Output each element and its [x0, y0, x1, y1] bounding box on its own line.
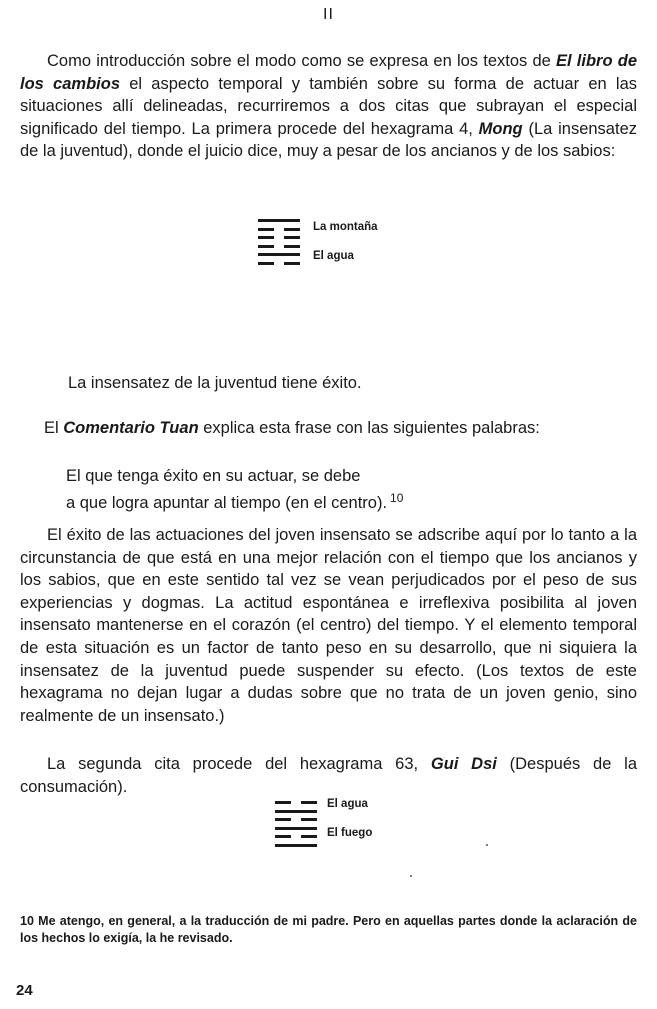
tuan-intro-start: El: [44, 419, 64, 437]
hexagram-4-symbol: [258, 219, 300, 269]
yin-line-segment: [275, 835, 291, 838]
quote-line-2-text: a que logra apuntar al tiempo (en el centro).: [66, 494, 388, 512]
tuan-intro: [44, 417, 540, 439]
hexagram-name-gui-dsi: Gui Dsi: [430, 755, 497, 773]
yin-line-segment: [284, 262, 300, 265]
quote-line-1: El que tenga éxito en su actuar, se debe: [66, 467, 361, 485]
yang-line: [275, 827, 317, 830]
second-intro-start: La segunda cita procede del hexagrama 63,: [47, 755, 431, 773]
yang-line: [258, 219, 300, 222]
speck-mark: [486, 844, 488, 846]
intro-text-end: (La insensatez de la juventud), donde el juicio dice, muy a pesar de los ancianos y de los sabios:: [20, 119, 637, 161]
intro-text-middle: el aspecto temporal y también sobre su forma de actuar en las situaciones allí delineadas, recurriremos a dos citas que subrayan el especial significado del tiempo. La primera procede del hexagrama 4,: [20, 74, 637, 138]
hexagram-name-mong: Mong: [478, 119, 523, 138]
judgment-quote: La insensatez de la juventud tiene éxito.: [68, 374, 362, 392]
yin-line-segment: [275, 818, 291, 821]
footnote-reference: 10: [390, 491, 404, 505]
hexagram-4-lower-label: El agua: [313, 250, 354, 262]
book-title: El libro de los cambios: [20, 52, 637, 93]
tuan-intro-end: explica esta frase con las siguientes palabras:: [198, 419, 540, 437]
hexagram-63-symbol: [275, 801, 317, 851]
second-intro-end: (Después de la consumación).: [20, 755, 637, 796]
discussion-paragraph: El éxito de las actuaciones del joven insensato se adscribe aquí por lo tanto a la circunstancia de que está en una mejor relación con el tiempo que los ancianos y los sabios, que en este sentido tal vez se vean perjudicados por el peso de sus experiencias y dogmas. La actitud espontánea e irreflexiva posibilita al joven insensato mantenerse en el corazón (el centro) del tiempo. Y el elemento temporal de esta situación es un factor de tanto peso en su desarrollo, que ni siquiera la insensatez de la juventud puede suspender su efecto. (Los textos de este hexagrama no dejan lugar a dudas sobre que no trata de un joven genio, sino realmente de un insensato.): [20, 526, 637, 725]
yin-line-segment: [301, 818, 317, 821]
yang-line: [258, 253, 300, 256]
yin-line-segment: [301, 835, 317, 838]
quote-line-2: [66, 487, 403, 514]
yin-line-segment: [284, 236, 300, 239]
hexagram-4-upper-label: La montaña: [313, 221, 378, 233]
page-number: 24: [16, 982, 33, 999]
yang-line: [275, 810, 317, 813]
yin-line-segment: [258, 236, 274, 239]
yin-line-segment: [258, 228, 274, 231]
hexagram-63-upper-label: El agua: [327, 798, 368, 810]
yin-line-segment: [258, 245, 274, 248]
yang-line: [275, 844, 317, 847]
yin-line-segment: [284, 245, 300, 248]
speck-mark: [410, 875, 412, 877]
intro-text-start: Como introducción sobre el modo como se expresa en los textos de: [47, 52, 557, 70]
hexagram-63-lower-label: El fuego: [327, 827, 373, 839]
second-quote-intro: [20, 753, 637, 798]
section-mark: II: [323, 6, 334, 23]
yin-line-segment: [284, 228, 300, 231]
yin-line-segment: [258, 262, 274, 265]
yin-line-segment: [301, 801, 317, 804]
tuan-commentary-title: Comentario Tuan: [63, 419, 199, 437]
yin-line-segment: [275, 801, 291, 804]
footnote-10: 10 Me atengo, en general, a la traducción de mi padre. Pero en aquellas partes donde la aclaración de los hechos lo exigía, la he revisado.: [20, 914, 637, 945]
intro-paragraph: [20, 50, 637, 163]
